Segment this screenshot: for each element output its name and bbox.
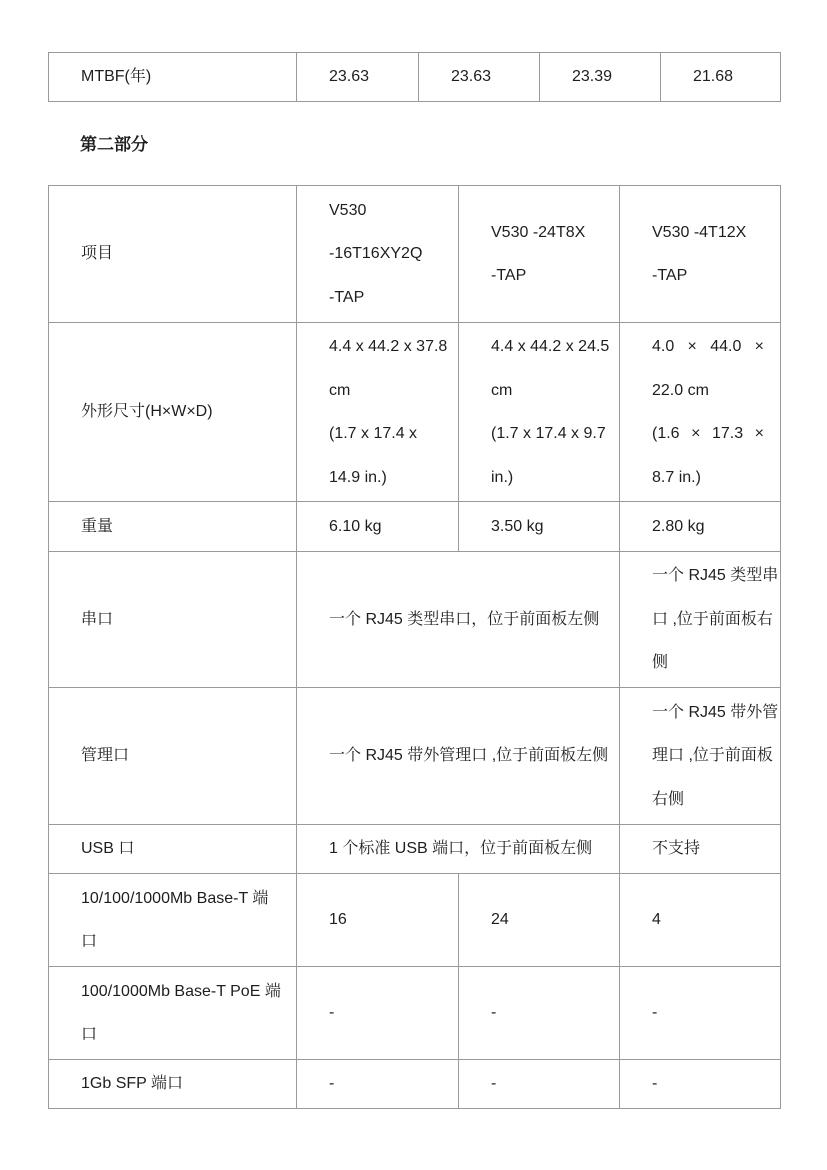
mtbf-value-cell [661,53,781,102]
value-cell-merged [297,825,620,874]
spec-row-management-port [49,688,781,825]
value-cell [620,825,781,874]
cell-text: 4 [652,911,661,929]
cell-text: - [652,1075,658,1093]
value-cell [620,552,781,688]
row-label-cell [49,502,297,552]
row-label: 串口 [81,610,114,628]
cell-text: 一个 RJ45 带外管理口 ,位于前面板左侧 [329,747,609,765]
row-label: 1Gb SFP 端口 [81,1075,183,1093]
spec-row-base-t-ports [49,874,781,967]
value-cell [620,1060,781,1109]
value-cell [297,186,459,323]
mtbf-value: 23.63 [451,68,492,86]
mtbf-label-cell [49,53,297,102]
cell-text: 22.0 cm [652,381,709,399]
cell-text: 4.4 x 44.2 x 24.5 [491,338,610,355]
cell-text: (1.7 x 17.4 x [329,425,418,442]
value-cell [297,874,459,967]
value-cell [297,1060,459,1109]
cell-text: cm [329,381,351,399]
spec-table [48,185,781,1109]
value-cell [459,874,620,967]
spec-row-serial-port [49,552,781,688]
cell-text: cm [491,381,513,399]
cell-text: -TAP [652,267,688,284]
value-cell [459,1060,620,1109]
spec-row-usb-port [49,825,781,874]
spec-row-weight [49,502,781,552]
mtbf-value-cell [540,53,661,102]
value-cell-merged [297,688,620,825]
cell-text: 1 个标准 USB 端口，位于前面板左侧 [329,840,593,858]
cell-text: - [491,1075,497,1093]
value-cell [297,967,459,1060]
spec-row-sfp-ports [49,1060,781,1109]
value-cell [620,502,781,552]
cell-text: (1.6 × 17.3 × [652,425,764,442]
cell-text: 24 [491,911,509,929]
spec-row-poe-ports [49,967,781,1060]
cell-text: 14.9 in.) [329,468,387,486]
cell-text: - [329,1004,335,1022]
cell-text: 不支持 [652,840,701,858]
section-heading: 第二部分 [80,135,148,154]
cell-text: 4.0 × 44.0 × [652,338,764,355]
row-label: 口 [81,933,98,950]
row-label-cell [49,323,297,502]
row-label: 外形尺寸(H×W×D) [81,403,213,421]
value-cell [620,688,781,825]
cell-text: - [491,1004,497,1022]
row-label-cell [49,186,297,323]
row-label-cell [49,688,297,825]
cell-text: -16T16XY2Q [329,245,423,263]
cell-text: 16 [329,911,347,929]
spec-row-model [49,186,781,323]
row-label: 管理口 [81,747,130,765]
cell-text: V530 [329,201,367,219]
row-label: 项目 [81,245,114,263]
cell-text: 4.4 x 44.2 x 37.8 [329,338,448,355]
cell-text: 一个 RJ45 类型串口，位于前面板左侧 [329,610,600,628]
cell-text: 右侧 [652,790,685,808]
value-cell [297,502,459,552]
row-label: 100/1000Mb Base-T PoE 端 [81,982,281,1000]
cell-text: 理口 ,位于前面板 [652,747,773,765]
cell-text: 2.80 kg [652,517,705,535]
row-label-cell [49,874,297,967]
cell-text: 一个 RJ45 类型串 [652,567,779,585]
spec-row-dimensions [49,323,781,502]
cell-text: -TAP [329,288,365,306]
value-cell [459,323,620,502]
value-cell [459,186,620,323]
row-label-cell [49,552,297,688]
cell-text: 3.50 kg [491,517,544,535]
row-label-cell [49,1060,297,1109]
cell-text: -TAP [491,267,527,284]
cell-text: 口 ,位于前面板右 [652,610,773,628]
cell-text: - [329,1075,335,1093]
value-cell [620,323,781,502]
mtbf-value-cell [419,53,540,102]
mtbf-row [49,53,781,102]
row-label: 口 [81,1026,98,1043]
cell-text: V530 -24T8X [491,223,586,241]
mtbf-label: MTBF(年) [81,68,152,86]
cell-text: 一个 RJ45 带外管 [652,703,779,721]
row-label: USB 口 [81,840,135,858]
row-label: 重量 [81,517,114,535]
value-cell [459,502,620,552]
cell-text: (1.7 x 17.4 x 9.7 [491,425,606,442]
mtbf-value-cell [297,53,419,102]
mtbf-table [48,52,781,102]
cell-text: 6.10 kg [329,517,382,535]
cell-text: in.) [491,468,514,486]
cell-text: 8.7 in.) [652,468,701,486]
value-cell [620,967,781,1060]
value-cell [620,186,781,323]
value-cell [620,874,781,967]
cell-text: V530 -4T12X [652,223,747,241]
row-label-cell [49,967,297,1060]
row-label: 10/100/1000Mb Base-T 端 [81,889,269,907]
mtbf-value: 21.68 [693,68,734,86]
value-cell [459,967,620,1060]
mtbf-value: 23.63 [329,68,370,86]
cell-text: - [652,1004,658,1022]
value-cell-merged [297,552,620,688]
value-cell [297,323,459,502]
cell-text: 侧 [652,654,669,672]
mtbf-value: 23.39 [572,68,613,86]
row-label-cell [49,825,297,874]
